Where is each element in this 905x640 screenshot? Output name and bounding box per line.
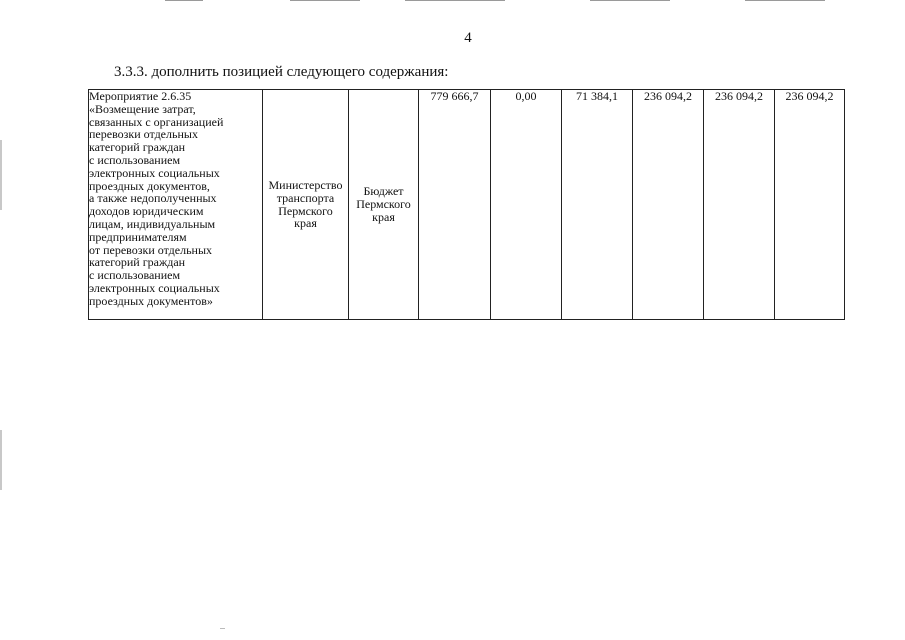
activity-line: электронных социальных	[89, 165, 220, 180]
scan-speck	[220, 628, 225, 629]
scan-edge-line	[165, 0, 203, 1]
scan-edge-mark	[0, 430, 2, 490]
section-intro: 3.3.3. дополнить позицией следующего содержания:	[114, 64, 449, 80]
activity-line: от перевозки отдельных	[89, 242, 213, 257]
executor-line: транспорта	[276, 190, 335, 205]
scan-edge-line	[745, 0, 825, 1]
activity-line: лицам, индивидуальным	[89, 216, 216, 231]
scan-edge-line	[590, 0, 670, 1]
activity-line: перевозки отдельных	[89, 127, 198, 142]
activity-line: категорий граждан	[89, 255, 186, 270]
amount-cell: 236 094,2	[775, 90, 845, 320]
activity-line: проездных документов,	[89, 178, 210, 193]
activity-cell	[89, 90, 263, 320]
executor-line: края	[294, 216, 317, 231]
scan-edge-line	[290, 0, 360, 1]
activity-table	[88, 89, 845, 320]
funding-source-line: Бюджет	[363, 184, 404, 199]
amount-total-cell: 779 666,7	[419, 90, 491, 320]
scan-edge-line	[405, 0, 505, 1]
activity-line: с использованием	[89, 152, 181, 167]
activity-line: Мероприятие 2.6.35	[89, 89, 192, 103]
executor-line: Пермского	[278, 203, 333, 218]
activity-line: электронных социальных	[89, 280, 220, 295]
scan-edge-mark	[0, 140, 2, 210]
activity-line: связанных с организацией	[89, 114, 224, 129]
table-row	[89, 90, 845, 320]
activity-line: доходов юридическим	[89, 204, 204, 219]
activity-line: «Возмещение затрат,	[89, 101, 196, 116]
activity-line: с использованием	[89, 268, 181, 283]
activity-line: а также недополученных	[89, 191, 217, 206]
executor-line: Министерство	[268, 177, 343, 192]
activity-line: проездных документов»	[89, 293, 213, 308]
amount-cell: 236 094,2	[704, 90, 775, 320]
page-number: 4	[464, 30, 472, 46]
amount-cell: 236 094,2	[633, 90, 704, 320]
funding-source-cell	[349, 90, 419, 320]
activity-line: предпринимателям	[89, 229, 187, 244]
amount-cell: 0,00	[491, 90, 562, 320]
amount-cell: 71 384,1	[562, 90, 633, 320]
funding-source-line: Пермского	[356, 197, 411, 212]
funding-source-line: края	[372, 209, 395, 224]
executor-cell	[263, 90, 349, 320]
activity-line: категорий граждан	[89, 140, 186, 155]
